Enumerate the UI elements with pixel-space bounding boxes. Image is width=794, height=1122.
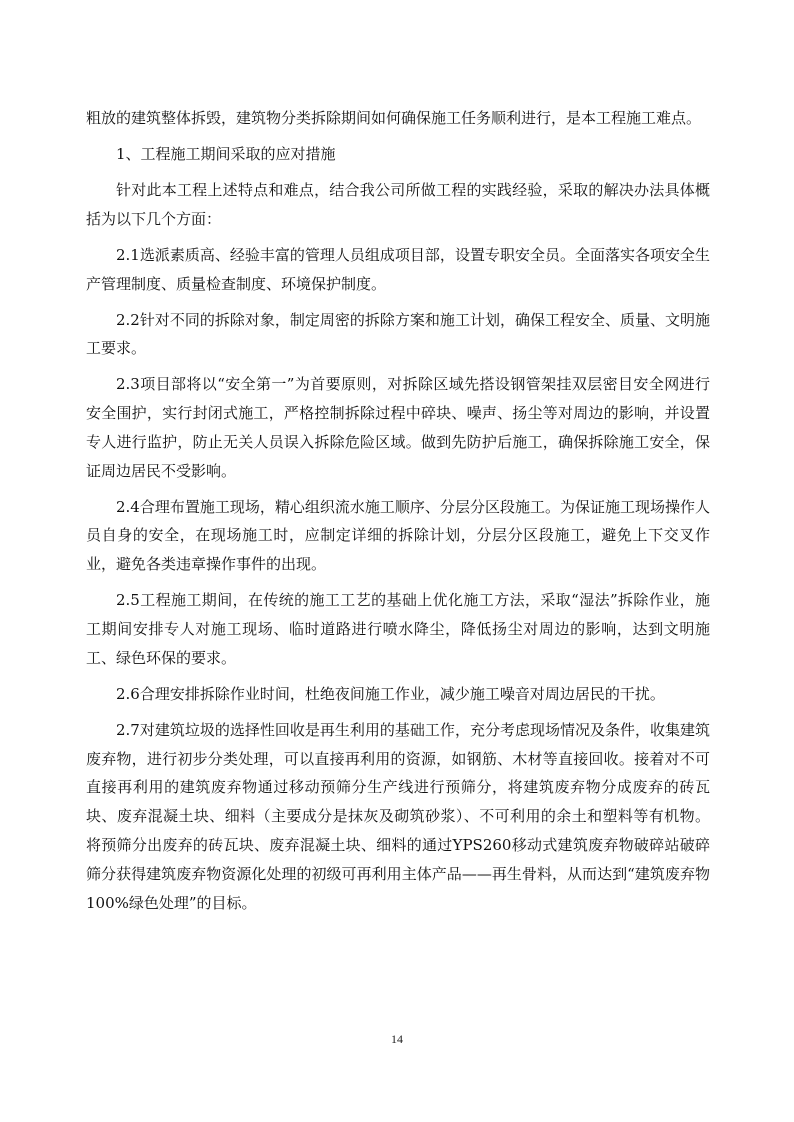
body-text (86, 104, 710, 925)
page-number: 14 (391, 1032, 403, 1046)
paragraph-item-2-1: 2.1选派素质高、经验丰富的管理人员组成项目部，设置专职安全员。全面落实各项安全生产管理制度、质量检查制度、环境保护制度。 (86, 245, 710, 293)
section-heading: 1、工程施工期间采取的应对措施 (116, 144, 336, 163)
paragraph-item-2-2: 2.2针对不同的拆除对象，制定周密的拆除方案和施工计划，确保工程安全、质量、文明施工要求。 (86, 310, 710, 358)
paragraph-item-2-3: 2.3项目部将以“安全第一”为首要原则，对拆除区域先搭设钢管架挂双层密目安全网进行安全围护，实行封闭式施工，严格控制拆除过程中碎块、噪声、扬尘等对周边的影响，并设置专人进行监护，防止无关人员误入拆除危险区域。做到先防护后施工，确保拆除施工安全，保证周边居民不受影响。 (86, 375, 710, 480)
paragraph-continuation: 粗放的建筑整体拆毁，建筑物分类拆除期间如何确保施工任务顺利进行，是本工程施工难点。 (86, 109, 702, 127)
paragraph-item-2-6: 2.6合理安排拆除作业时间，杜绝夜间施工作业，减少施工噪音对周边居民的干扰。 (116, 684, 665, 703)
paragraph-intro: 针对此本工程上述特点和难点，结合我公司所做工程的实践经验，采取的解决办法具体概括为以下几个方面： (86, 180, 710, 228)
paragraph-item-2-4: 2.4合理布置施工现场，精心组织流水施工顺序、分层分区段施工。为保证施工现场操作人员自身的安全，在现场施工时，应制定详细的拆除计划，分层分区段施工，避免上下交叉作业，避免各类违章操作事件的出现。 (86, 497, 710, 574)
paragraph-item-2-7: 2.7对建筑垃圾的选择性回收是再生利用的基础工作，充分考虑现场情况及条件，收集建筑废弃物，进行初步分类处理，可以直接再利用的资源，如钢筋、木材等直接回收。接着对不可直接再利用的建筑废弃物通过移动预筛分生产线进行预筛分，将建筑废弃物分成废弃的砖瓦块、废弃混凝土块、细料（主要成分是抹灰及砌筑砂浆）、不可利用的余土和塑料等有机物。 将预筛分出废弃的砖瓦块、废弃混凝土块、细料的通过YPS260移动式建筑废弃物破碎站破碎筛分获得建筑废弃物资源化处理的初级可再利用主体产品——再生骨料，从而达到“建筑废弃物100%绿色处理”的目标。 (86, 720, 710, 912)
paragraph-item-2-5: 2.5工程施工期间，在传统的施工工艺的基础上优化施工方法，采取“湿法”拆除作业，施工期间安排专人对施工现场、临时道路进行喷水降尘，降低扬尘对周边的影响，达到文明施工、绿色环保的要求。 (86, 591, 710, 667)
